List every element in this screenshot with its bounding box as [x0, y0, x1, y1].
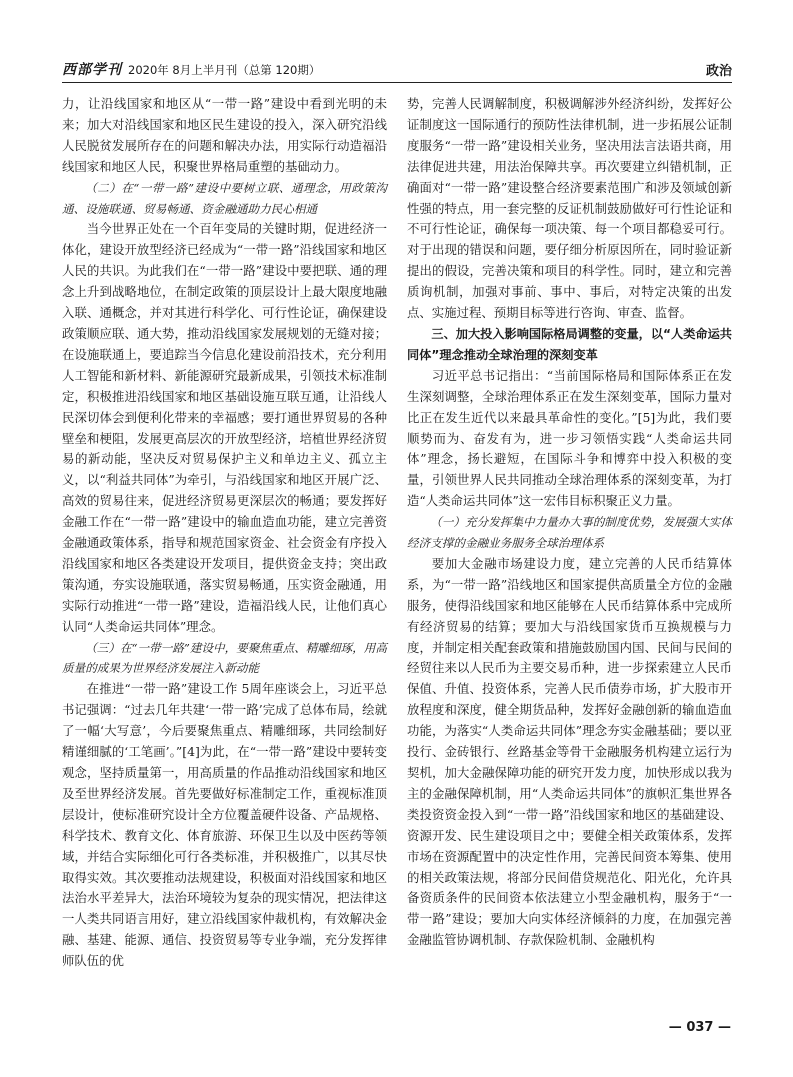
issue-info: 2020年 8月上半月刊（总第 120期） [128, 63, 321, 77]
left-paragraph-1: 力，让沿线国家和地区从“一带一路”建设中看到光明的未来；加大对沿线国家和地区民生建设的投入，深入研究沿线人民脱贫发展所存在的问题和解决办法，用实际行动造福沿线国家和地区人民，积聚世界格局重塑的基础动力。 [62, 96, 387, 174]
page-header [62, 56, 732, 83]
right-paragraph-3: 要加大金融市场建设力度，建立完善的人民币结算体系，为“一带一路”沿线地区和国家提供高质量全方位的金融服务，使得沿线国家和地区能够在人民币结算体系中完成所有经济贸易的结算；要加大与沿线国家货币互换规模与力度，并制定相关配套政策和措施鼓励国内国、民间与民间的经贸往来以人民币为主要交易币种，进一步探索建立人民币保值、升值、投资体系，完善人民币债券市场，扩大股市开放程度和深度，健全期货品种，发挥好金融创新的输血造血功能，为落实“人类命运共同体”理念夯实金融基础；要以亚投行、金砖银行、丝路基金等骨干金融服务机构建立运行为契机，加大金融保障功能的研究开发力度，加快形成以我为主的金融保障机制，用“人类命运共同体”的旗帜汇集世界各类投资资金投入到“一带一路”沿线国家和地区的基础建设、资源开发、民生建设项目之中；要健全相关政策体系，发挥市场在资源配置中的决定性作用，完善民间资本筹集、使用的相关政策法规，将部分民间借贷规范化、阳光化，允许具备资质条件的民间资本依法建立小型金融机构，服务于“一带一路”建设；要加大向实体经济倾斜的力度，在加强完善金融监管协调机制、存款保险机制、金融机构 [407, 555, 732, 948]
left-paragraph-3: 在推进“一带一路”建设工作 5周年座谈会上，习近平总书记强调：“过去几年共建‘一带一路’完成了总体布局，绘就了一幅‘大写意’，今后要聚焦重点、精雕细琢，共同绘制好精谨细腻的‘工笔画’。”[4]为此，在“一带一路”建设中要转变观念，坚持质量第一，用高质量的作品推动沿线国家和地区及至世界经济发展。首先要做好标准制定工作，重视标准顶层设计，使标准研究设计全方位覆盖硬件设备、产品规格、科学技术、教育文化、体育旅游、环保卫生以及中医药等领域，并结合实际细化可行各类标准，并积极推广，以其尽快取得实效。其次要推动法规建设，积极面对沿线国家和地区法治水平差异大，法治环境较为复杂的现实情况，把法律这一人类共同语言用好，建立沿线国家仲裁机构，有效解决金融、基建、能源、通信、投资贸易等专业争端，充分发挥律师队伍的优 [62, 681, 387, 969]
right-paragraph-1: 势，完善人民调解制度，积极调解涉外经济纠纷，发挥好公证制度这一国际通行的预防性法律机制，进一步拓展公证制度服务“一带一路”建设相关业务，坚决用法言法语共商，用法律促进共建，用法治保障共享。再次要建立纠错机制，正确面对“一带一路”建设整合经济要素范围广和涉及领域创新性强的特点，用一套完整的反证机制鼓励做好可行性论证和不可行性论证，确保每一项决策、每一个项目都稳妥可行。对于出现的错误和问题，要仔细分析原因所在，同时验证新提出的假设，完善决策和项目的科学性。同时，建立和完善质询机制，加强对事前、事中、事后，对特定决策的出发点、实施过程、预期目标等进行咨询、审查、监督。 [407, 96, 732, 321]
subheading-1: （一）充分发挥集中力量办大事的制度优势，发展强大实体经济支撑的金融业务服务全球治理体系 [407, 515, 732, 551]
section-heading-3: 三、加大投入影响国际格局调整的变量，以“人类命运共同体”理念推动全球治理的深刻变革 [407, 326, 732, 362]
subheading-2: （二）在“一带一路”建设中要树立联、通理念，用政策沟通、设施联通、贸易畅通、资金融通助力民心相通 [62, 180, 387, 216]
section-name: 政治 [705, 63, 732, 79]
left-paragraph-2: 当今世界正处在一个百年变局的关键时期，促进经济一体化，建设开放型经济已经成为“一带一路”沿线国家和地区人民的共识。为此我们在“一带一路”建设中要把联、通的理念上升到战略地位，在制定政策的顶层设计上最大限度地融入联、通概念，并对其进行科学化、可行性论证，确保建设政策顺应联、通大势，推动沿线国家发展规划的无缝对接；在设施联通上，要追踪当今信息化建设前沿技术，充分利用人工智能和新材料、新能源研究最新成果，引领技术标准制定，积极推进沿线国家和地区基础设施互联互通，让沿线人民深切体会到便利化带来的幸福感；要打通世界贸易的各种壁垒和梗阻，发展更高层次的开放型经济，培植世界经济贸易的新动能，坚决反对贸易保护主义和单边主义、孤立主义，以“利益共同体”为牵引，与沿线国家和地区开展广泛、高效的贸易往来，促进经济贸易更深层次的畅通；要发挥好金融工作在“一带一路”建设中的输血造血功能，建立完善资金融通政策体系，指导和规范国家资金、社会资金有序投入沿线国家和地区各类建设开发项目，提供资金支持；突出政策沟通，夯实设施联通，落实贸易畅通，压实资金融通，用实际行动推进“一带一路”建设，造福沿线人民，让他们真心认同“人类命运共同体”理念。 [62, 221, 387, 634]
right-paragraph-2: 习近平总书记指出：“当前国际格局和国际体系正在发生深刻调整，全球治理体系正在发生深刻变革，国际力量对比正在发生近代以来最具革命性的变化。”[5]为此，我们要顺势而为、奋发有为，进一步习领悟实践“人类命运共同体”理念，扬长避短，在国际斗争和博弈中投入积极的变量，引领世界人民共同推动全球治理体系的深刻变革，为打造“人类命运共同体”这一宏伟目标积聚正义力量。 [407, 367, 732, 509]
right-column [407, 94, 732, 951]
page-number: — 037 — [668, 1020, 731, 1035]
journal-logo: 西部学刊 [62, 62, 122, 78]
left-column [62, 94, 387, 972]
subheading-3: （三）在“一带一路”建设中，要聚焦重点、精雕细琢，用高质量的成果为世界经济发展注入新动能 [62, 640, 387, 676]
header-left [62, 59, 320, 79]
